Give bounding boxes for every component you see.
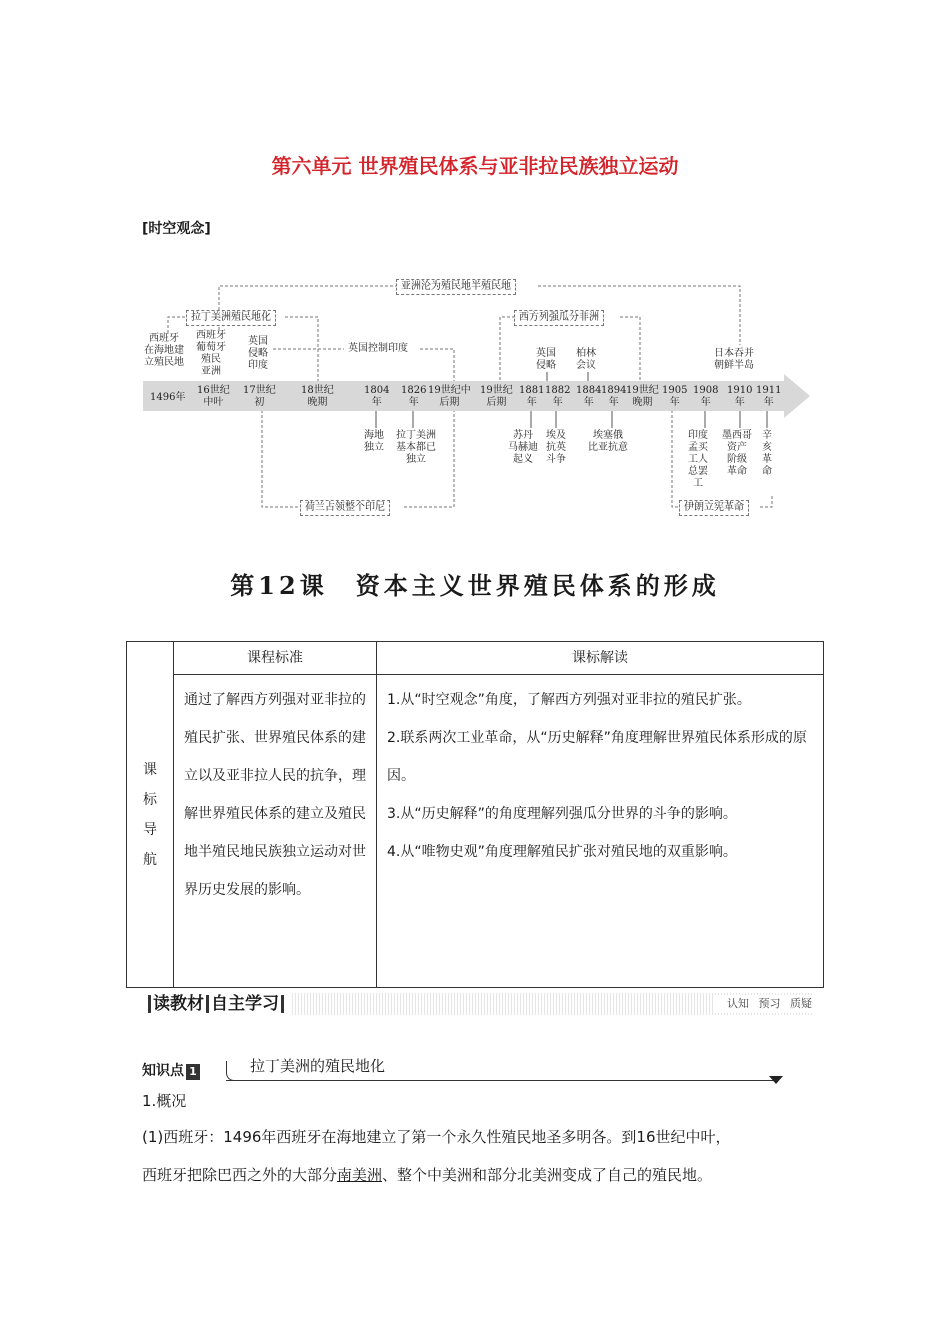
year-label: 19世纪 后期	[480, 385, 513, 408]
course-standards-table	[126, 641, 824, 988]
side-char: 导	[143, 821, 157, 838]
knowledge-point-underline	[226, 1080, 774, 1081]
span-box-latin-america: 拉丁美洲殖民地化	[186, 310, 276, 326]
year-label: 1882 年	[545, 385, 571, 408]
header-standard: 课程标准	[174, 642, 377, 675]
event-label: 拉丁美洲 基本都已 独立	[396, 430, 436, 465]
interpretation-item: 2.联系两次工业革命，从“历史解释”角度理解世界殖民体系形成的原因。	[387, 730, 807, 784]
event-label: 印度 孟买 工人 总罢 工	[688, 430, 708, 489]
year-label: 1908 年	[693, 385, 719, 408]
knowledge-point-bracket	[226, 1061, 235, 1081]
knowledge-point-header	[142, 1055, 642, 1085]
banner-tag: 预习	[758, 997, 781, 1010]
interpretation-item: 1.从“时空观念”角度，了解西方列强对亚非拉的殖民扩张。	[387, 692, 751, 708]
event-label: 辛 亥 革 命	[762, 430, 772, 477]
side-char: 航	[143, 851, 157, 868]
knowledge-point-label	[142, 1060, 200, 1080]
year-label: 17世纪 初	[243, 385, 276, 408]
year-label: 1910 年	[727, 385, 753, 408]
year-label: 1804 年	[364, 385, 390, 408]
year-label: 19世纪中 后期	[428, 385, 471, 408]
year-label: 1881 年	[519, 385, 545, 408]
header-interpretation: 课标解读	[377, 642, 824, 675]
body-paragraph-line	[142, 1165, 812, 1185]
body-heading: 1.概况	[142, 1092, 187, 1110]
body-text-segment: 、整个中美洲和部分北美洲变成了自己的殖民地。	[382, 1166, 713, 1184]
event-label: 西班牙 葡萄牙 殖民 亚洲	[196, 330, 226, 377]
banner-tag: 质疑	[790, 997, 812, 1010]
knowledge-point-number: 1	[186, 1064, 200, 1080]
span-box-asia: 亚洲沦为殖民地半殖民地	[396, 279, 516, 295]
year-label: 1905 年	[662, 385, 688, 408]
year-label: 1826 年	[401, 385, 427, 408]
underlined-term: 南美洲	[337, 1166, 383, 1184]
banner-tag: 认知	[727, 997, 749, 1010]
timeline-arrow-icon	[784, 374, 810, 418]
event-label: 埃塞俄 比亚抗意	[588, 430, 628, 453]
knowledge-point-label-text: 知识点	[142, 1063, 184, 1079]
event-label: 英国 侵略	[536, 348, 556, 371]
banner-tags	[715, 995, 812, 1013]
interpretation-list	[377, 675, 824, 988]
triangle-marker-icon	[769, 1076, 783, 1084]
event-label: 柏林 会议	[576, 348, 596, 371]
event-label: 苏丹 马赫迪 起义	[508, 430, 538, 465]
banner-title-b: 自主学习	[211, 994, 279, 1014]
body-text-segment: 西班牙把除巴西之外的大部分	[142, 1166, 338, 1184]
event-label: 英国 侵略 印度	[248, 336, 268, 371]
section-tag: [时空观念]	[142, 221, 211, 237]
standard-text: 通过了解西方列强对亚非拉的殖民扩张、世界殖民体系的建立以及亚非拉人民的抗争，理解世界殖民体系的建立及殖民地半殖民地民族独立运动对世界历史发展的影响。	[174, 675, 377, 988]
event-label: 墨西哥 资产 阶级 革命	[722, 430, 752, 477]
body-paragraph-line: (1)西班牙：1496年西班牙在海地建立了第一个永久性殖民地圣多明各。到16世纪中叶，	[142, 1128, 731, 1146]
knowledge-point-title: 拉丁美洲的殖民地化	[250, 1057, 386, 1075]
span-box-dutch: 荷兰占领整个印尼	[300, 500, 390, 516]
banner-title	[142, 993, 290, 1015]
side-label	[127, 642, 174, 988]
year-label: 16世纪 中叶	[197, 385, 230, 408]
year-label: 1884 年	[576, 385, 602, 408]
lesson-title: 第12课 资本主义世界殖民体系的形成	[230, 571, 720, 600]
event-label: 埃及 抗英 斗争	[546, 430, 566, 465]
span-box-africa: 西方列强瓜分非洲	[514, 310, 604, 326]
year-label: 1496年	[150, 392, 186, 403]
interpretation-item: 4.从“唯物史观”角度理解殖民扩张对殖民地的双重影响。	[387, 844, 737, 860]
span-box-india: 英国控制印度	[344, 342, 412, 356]
year-label: 19世纪 晚期	[626, 385, 659, 408]
event-label: 日本吞并 朝鲜半岛	[714, 348, 754, 371]
span-box-iran: 伊朗立宪革命	[679, 500, 749, 516]
year-label: 18世纪 晚期	[301, 385, 334, 408]
side-char: 课	[143, 761, 157, 778]
unit-title: 第六单元 世界殖民体系与亚非拉民族独立运动	[271, 154, 679, 178]
interpretation-item: 3.从“历史解释”的角度理解列强瓜分世界的斗争的影响。	[387, 806, 737, 822]
section-banner	[142, 993, 812, 1015]
event-label: 西班牙 在海地建 立殖民地	[144, 333, 184, 368]
event-label: 海地 独立	[364, 430, 384, 453]
year-label: 1911 年	[756, 385, 782, 408]
banner-title-a: 读教材	[153, 994, 204, 1014]
year-label: 1894 年	[601, 385, 627, 408]
side-char: 标	[143, 791, 157, 808]
